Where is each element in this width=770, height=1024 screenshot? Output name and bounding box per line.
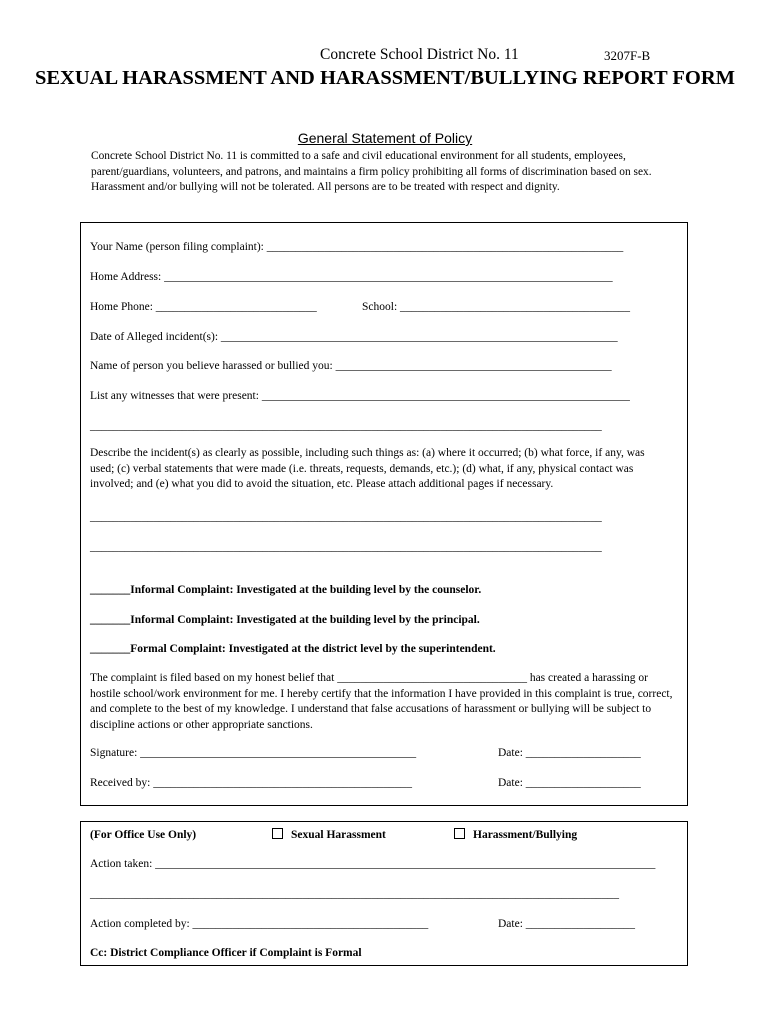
harasser-name-field[interactable]: Name of person you believe harassed or bullied you: ________________________________________________ <box>90 360 612 372</box>
your-name-field[interactable]: Your Name (person filing complaint): ______________________________________________________________ <box>90 241 624 253</box>
complaint-type-superintendent[interactable]: _______Formal Complaint: Investigated at the district level by the superintendent. <box>90 643 496 655</box>
harassment-bullying-option[interactable] <box>454 828 577 842</box>
witnesses-field[interactable]: List any witnesses that were present: ________________________________________________________________ <box>90 390 630 402</box>
office-use-label: (For Office Use Only) <box>90 829 197 841</box>
describe-line-1[interactable]: _________________________________________________________________________________________ <box>90 511 602 523</box>
signature-date-field[interactable]: Date: ____________________ <box>498 747 641 759</box>
certification-text: The complaint is filed based on my honest belief that _________________________________ has created a harassing or hostile school/work environment for me. I hereby certify that the information I have provided in this complaint is true, correct, and complete to the best of my knowledge. I understand that false accusations of harassment or bullying will be subject to discipline actions or other appropriate sanctions. <box>90 672 673 731</box>
date-incident-field[interactable]: Date of Alleged incident(s): _____________________________________________________________________ <box>90 331 618 343</box>
harassment-bullying-checkbox[interactable] <box>454 828 465 839</box>
sexual-harassment-checkbox[interactable] <box>272 828 283 839</box>
signature-field[interactable]: Signature: ________________________________________________ <box>90 747 417 759</box>
describe-line-2[interactable]: _________________________________________________________________________________________ <box>90 541 602 553</box>
school-field[interactable]: School: ________________________________________ <box>362 301 631 313</box>
action-date-field[interactable]: Date: ___________________ <box>498 918 636 930</box>
action-taken-field[interactable]: Action taken: _______________________________________________________________________________________ <box>90 858 656 870</box>
sexual-harassment-option[interactable] <box>272 828 386 842</box>
witnesses-line-2[interactable]: _________________________________________________________________________________________ <box>90 420 602 432</box>
sexual-harassment-label: Sexual Harassment <box>291 829 386 841</box>
policy-text: Concrete School District No. 11 is committed to a safe and civil educational environment for all students, employees, parent/guardians, volunteers, and patrons, and maintains a firm policy prohibiting all forms of discrimination based on sex. Harassment and/or bullying will not be tolerated. All persons are to be treated with respect and dignity. <box>91 150 652 193</box>
complaint-type-counselor[interactable]: _______Informal Complaint: Investigated at the building level by the counselor. <box>90 584 482 596</box>
harassment-bullying-label: Harassment/Bullying <box>473 829 578 841</box>
policy-heading: General Statement of Policy <box>297 130 473 146</box>
home-phone-field[interactable]: Home Phone: ____________________________ <box>90 301 317 313</box>
cc-note: Cc: District Compliance Officer if Complaint is Formal <box>90 947 362 959</box>
received-by-field[interactable]: Received by: _____________________________________________ <box>90 777 412 789</box>
district-name: Concrete School District No. 11 <box>320 46 519 63</box>
form-title: SEXUAL HARASSMENT AND HARASSMENT/BULLYING REPORT FORM <box>34 67 735 89</box>
action-completed-field[interactable]: Action completed by: _________________________________________ <box>90 918 429 930</box>
describe-instructions: Describe the incident(s) as clearly as possible, including such things as: (a) where it occurred; (b) what force, if any, was used; (c) verbal statements that were made (i.e. threats, requests, demands, etc.); (d) what, if any, physical contact was involved; and (e) what you did to avoid the situation, etc. Please attach additional pages if necessary. <box>90 447 645 490</box>
home-address-field[interactable]: Home Address: ______________________________________________________________________________ <box>90 271 613 283</box>
received-date-field[interactable]: Date: ____________________ <box>498 777 641 789</box>
form-code: 3207F-B <box>604 48 651 63</box>
complaint-type-principal[interactable]: _______Informal Complaint: Investigated at the building level by the principal. <box>90 614 480 626</box>
action-taken-line-2[interactable]: ____________________________________________________________________________________________ <box>90 888 619 900</box>
